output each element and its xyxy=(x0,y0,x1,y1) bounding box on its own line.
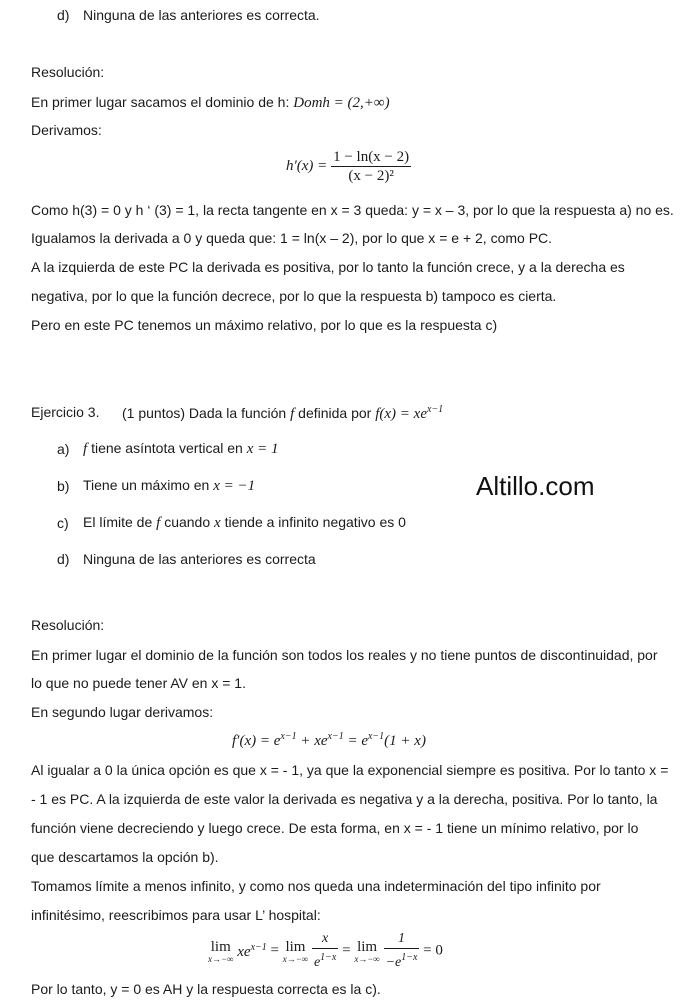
fraction-denominator: (x − 2)² xyxy=(348,168,394,184)
watermark-text: Altillo.com xyxy=(476,471,595,501)
exponent: x−1 xyxy=(367,731,385,742)
paragraph: En primer lugar el dominio de la función son todos los reales y no tiene puntos de discontinuidad, por xyxy=(31,647,658,663)
paragraph: En segundo lugar derivamos: xyxy=(31,704,214,720)
function-definition xyxy=(375,406,443,422)
option-text xyxy=(83,440,279,457)
fraction-numerator: 1 − ln(x − 2) xyxy=(333,149,410,165)
math: f′(x) = e xyxy=(232,733,281,749)
equals-sign: = xyxy=(270,942,279,959)
option-label: a) xyxy=(57,441,70,457)
section-heading: Resolución: xyxy=(31,617,105,633)
exponent: x−1 xyxy=(250,941,267,953)
math-f: f xyxy=(156,515,161,531)
paragraph: lo que no puede tener AV en x = 1. xyxy=(31,675,246,691)
text: definida por xyxy=(298,405,372,421)
paragraph: Como h(3) = 0 y h ‘ (3) = 1, la recta tangente en x = 3 queda: y = x – 3, por lo que la respuesta a) no es. xyxy=(31,202,674,218)
math: x = 1 xyxy=(246,441,279,457)
text: (1 puntos) Dada la función xyxy=(122,405,287,421)
math: f(x) = xe xyxy=(375,406,427,422)
option-label: c) xyxy=(57,515,69,531)
equation-lhs: h′(x) = xyxy=(286,158,328,174)
paragraph: A la izquierda de este PC la derivada es positiva, por lo tanto la función crece, y a la derecha es xyxy=(31,259,625,275)
exercise-title: Ejercicio 3. xyxy=(31,404,100,420)
math: x = −1 xyxy=(213,478,256,494)
fraction xyxy=(312,930,338,972)
math: + xe xyxy=(296,733,328,749)
text: tiende a infinito negativo es 0 xyxy=(224,514,406,530)
fraction-numerator: x xyxy=(312,930,338,949)
math: (1 + x) xyxy=(384,733,426,749)
fraction-denominator xyxy=(384,949,420,972)
option-text: Ninguna de las anteriores es correcta. xyxy=(83,7,320,23)
paragraph: - 1 es PC. A la izquierda de este valor la derivada es negativa y a la derecha, positiva. Por lo tanto, la xyxy=(31,791,658,807)
option-label: d) xyxy=(57,7,70,23)
exponent: x−1 xyxy=(327,731,344,742)
limit-operator xyxy=(283,939,308,964)
exercise-statement xyxy=(122,402,443,422)
text: Tiene un máximo en xyxy=(83,477,210,493)
text: tiene asíntota vertical en xyxy=(91,440,243,456)
exponent: 1−x xyxy=(401,952,418,963)
section-heading: Resolución: xyxy=(31,64,105,80)
math-f: f xyxy=(290,406,295,422)
lim-subscript: x→−∞ xyxy=(208,953,234,964)
option-label: b) xyxy=(57,478,70,494)
option-label: d) xyxy=(57,551,70,567)
fraction xyxy=(384,930,420,972)
math-f: f xyxy=(83,441,88,457)
derivative-equation xyxy=(232,731,426,750)
paragraph: función viene decreciendo y luego crece. De esta forma, en x = - 1 tiene un mínimo relativo, por lo xyxy=(31,820,639,836)
paragraph xyxy=(31,94,390,111)
limit-result: = 0 xyxy=(423,942,443,959)
paragraph: infinitésimo, reescribimos para usar L’ hospital: xyxy=(31,907,321,923)
fraction xyxy=(331,148,411,185)
exponent: x−1 xyxy=(427,404,444,415)
math: −e xyxy=(385,955,402,970)
paragraph: Igualamos la derivada a 0 y queda que: 1 = ln(x – 2), por lo que x = e + 2, como PC. xyxy=(31,230,553,246)
paragraph: que descartamos la opción b). xyxy=(31,849,219,865)
paragraph: Al igualar a 0 la única opción es que x = - 1, ya que la exponencial siempre es positiva. Por lo tanto x = xyxy=(31,762,669,778)
limit-operator xyxy=(208,939,233,964)
text: En primer lugar sacamos el dominio de h: xyxy=(31,94,290,110)
option-text xyxy=(83,514,406,531)
exponent: x−1 xyxy=(280,731,297,742)
math: = e xyxy=(343,733,368,749)
domain-formula: Domh = (2,+∞) xyxy=(293,95,390,111)
math: e xyxy=(313,955,321,970)
limit-equation xyxy=(208,930,443,972)
lim-word: lim xyxy=(210,938,231,955)
lim-subscript: x→−∞ xyxy=(282,953,309,964)
option-text xyxy=(83,477,255,494)
paragraph: negativa, por lo que la función decrece, por lo que la respuesta b) tampoco es cierta. xyxy=(31,288,557,304)
math: xe xyxy=(237,943,251,960)
option-text: Ninguna de las anteriores es correcta xyxy=(83,551,316,567)
math-x: x xyxy=(214,515,221,531)
limit-operator xyxy=(354,939,379,964)
lim-word: lim xyxy=(357,938,378,955)
limit-expression xyxy=(237,941,267,960)
equals-sign: = xyxy=(342,942,351,959)
lim-subscript: x→−∞ xyxy=(354,953,380,964)
exponent: 1−x xyxy=(320,952,337,963)
text: cuando xyxy=(164,514,211,530)
text: El límite de xyxy=(83,514,153,530)
fraction-denominator xyxy=(312,949,338,972)
lim-word: lim xyxy=(285,938,306,955)
fraction-numerator: 1 xyxy=(384,930,420,949)
derivative-equation xyxy=(286,148,411,185)
paragraph: Tomamos límite a menos infinito, y como nos queda una indeterminación del tipo infinito por xyxy=(31,878,601,894)
paragraph: Por lo tanto, y = 0 es AH y la respuesta correcta es la c). xyxy=(31,981,381,997)
paragraph: Pero en este PC tenemos un máximo relativo, por lo que es la respuesta c) xyxy=(31,317,498,333)
paragraph: Derivamos: xyxy=(31,122,102,138)
